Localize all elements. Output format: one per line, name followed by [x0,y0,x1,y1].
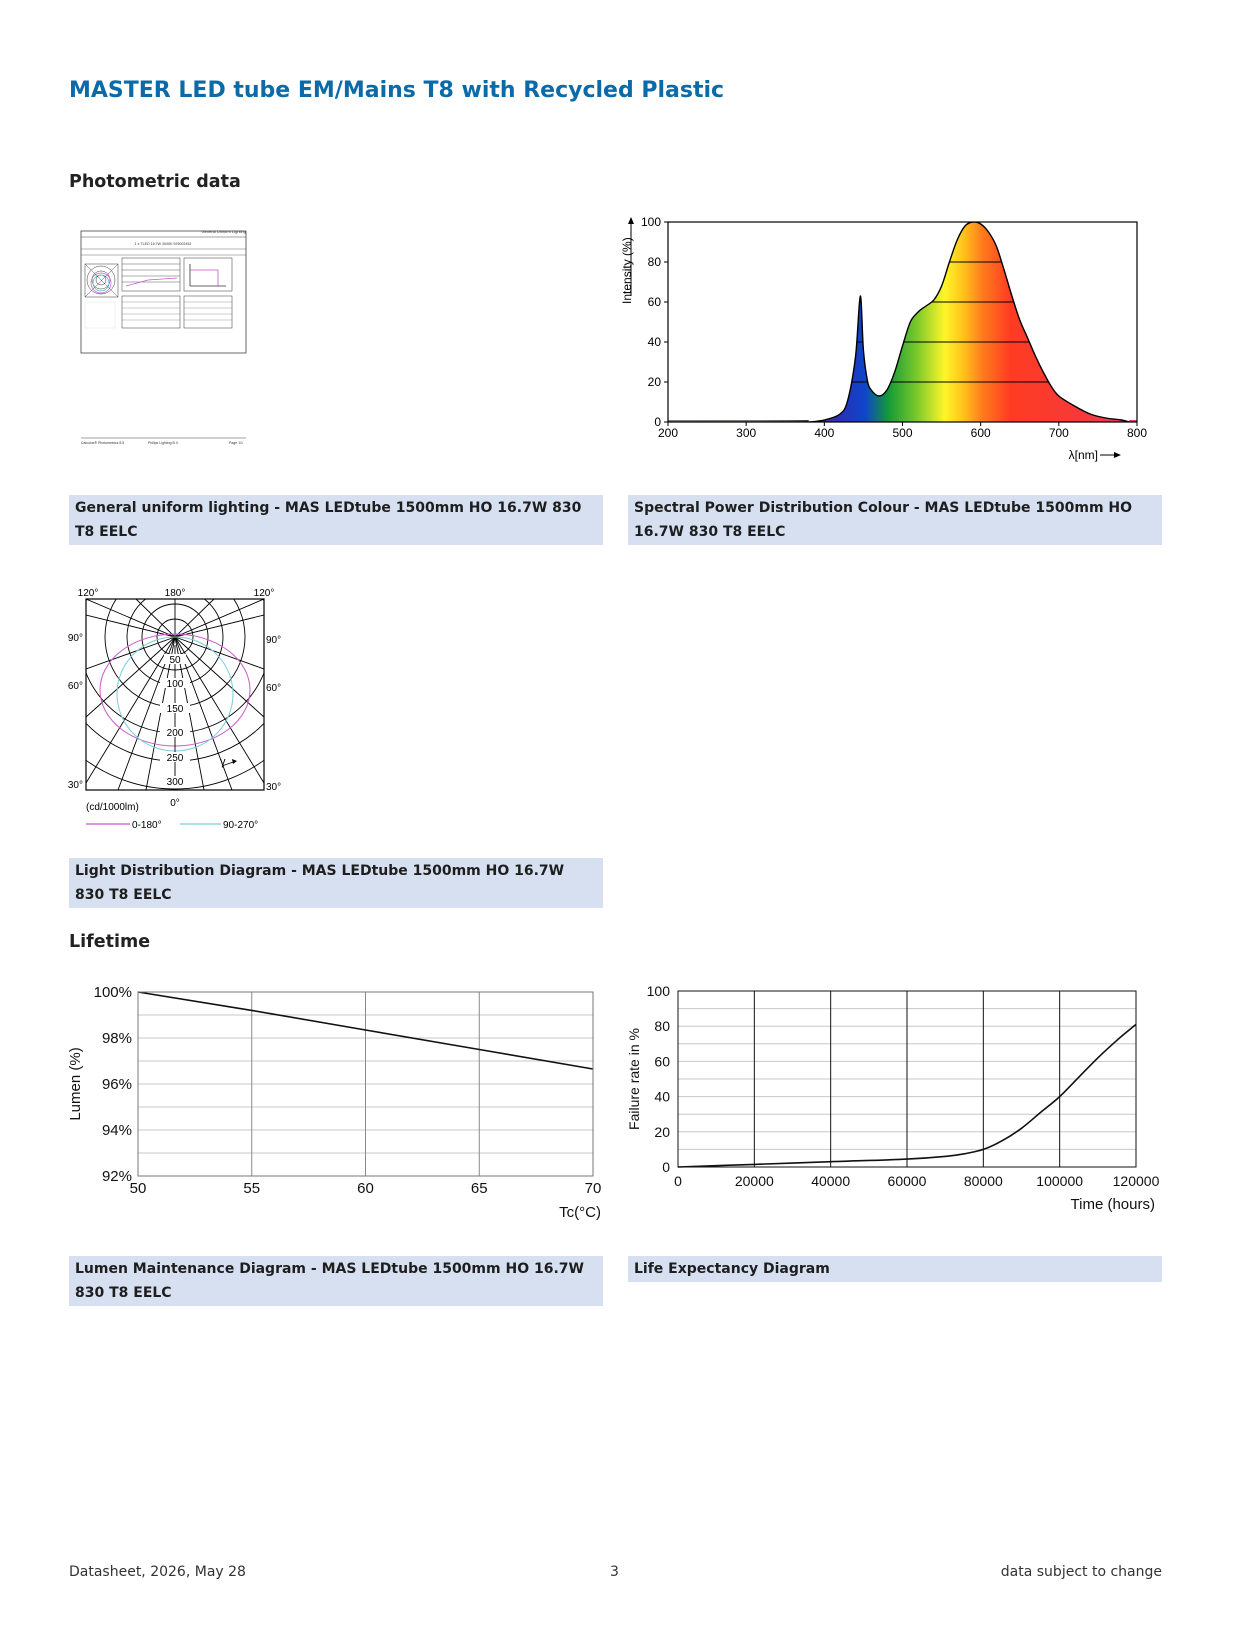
legend-label-0-180: 0-180° [132,820,162,831]
spectral-x-tick-label: 600 [970,426,991,440]
radial-label-50: 50 [169,655,181,666]
lumen-x-tick-label: 55 [243,1180,261,1197]
angle-label-left-90: 90° [67,633,83,644]
spectral-power-distribution-chart [620,214,1160,468]
lumen-y-tick-label: 94% [101,1122,132,1139]
document-title: MASTER LED tube EM/Mains T8 with Recycled Plastic [69,78,725,103]
angle-label-top-right: 120° [253,588,275,599]
polar-unit-label: (cd/1000lm) [86,802,139,813]
gamma-label: γ [220,756,226,768]
thumbnail-footer-mid: Philips Lighting B.V. [148,441,179,445]
spectral-x-tick-label: 400 [814,426,835,440]
spectral-y-tick-label: 80 [647,255,661,269]
radial-label-250: 250 [166,753,184,764]
footer-disclaimer: data subject to change [1000,1564,1162,1580]
lumen-x-tick-label: 65 [470,1180,488,1197]
section-title-photometric: Photometric data [69,172,241,192]
thumbnail-footer-right: Page 1/1 [228,441,243,445]
spectral-y-tick-label: 100 [640,215,661,229]
spectral-x-axis-label: λ[nm] [1068,448,1098,462]
life-y-tick-label: 100 [646,983,670,999]
life-expectancy-chart [620,975,1180,1225]
spectral-x-tick-label: 700 [1048,426,1069,440]
life-x-tick-label: 40000 [811,1173,851,1189]
life-x-tick-label: 100000 [1036,1173,1084,1189]
angle-label-right-90: 90° [266,635,282,646]
lumen-y-tick-label: 100% [93,984,132,1001]
lumen-y-tick-label: 96% [101,1076,132,1093]
life-y-tick-label: 20 [654,1123,670,1140]
spectral-x-tick-label: 800 [1126,426,1148,440]
angle-label-right-30: 30° [266,782,282,793]
footer-datasheet-date: Datasheet, 2026, May 28 [69,1564,246,1580]
radial-label-200: 200 [166,728,184,739]
life-y-tick-label: 60 [654,1053,670,1070]
spectral-y-tick-label: 20 [647,375,661,389]
caption-light-distribution: Light Distribution Diagram - MAS LEDtube 1500mm HO 16.7W 830 T8 EELC [69,858,603,908]
spectral-y-axis-label: Intensity (%) [620,237,634,304]
radial-label-150: 150 [166,704,184,715]
lumen-x-tick-label: 70 [584,1180,602,1197]
spectral-y-tick-label: 0 [654,415,661,429]
angle-label-top-mid: 180° [164,588,186,599]
angle-label-right-60: 60° [266,683,282,694]
life-x-tick-label: 0 [674,1173,682,1189]
lumen-x-axis-label: Tc(°C) [559,1204,601,1221]
section-title-lifetime: Lifetime [69,932,151,952]
legend-label-90-270: 90-270° [223,820,259,831]
thumbnail-subtitle: 1 x TLED 16.7W 3000K 929002452 [134,242,192,246]
caption-spectral-power-distribution: Spectral Power Distribution Colour - MAS LEDtube 1500mm HO 16.7W 830 T8 EELC [628,495,1162,545]
radial-label-100: 100 [166,679,184,690]
life-x-tick-label: 60000 [887,1173,927,1189]
radial-label-300: 300 [166,777,184,788]
life-y-tick-label: 0 [662,1159,670,1175]
angle-label-top-left: 120° [77,588,99,599]
thumbnail-header: General Uniform Lighting [201,229,246,234]
lumen-y-tick-label: 98% [101,1030,132,1047]
life-x-tick-label: 120000 [1112,1173,1160,1189]
life-x-tick-label: 20000 [734,1173,774,1189]
angle-label-left-30: 30° [67,780,83,791]
lumen-x-tick-label: 50 [129,1180,147,1197]
light-distribution-polar-diagram [66,583,296,833]
life-x-tick-label: 80000 [963,1173,1003,1189]
life-y-tick-label: 80 [654,1018,670,1035]
spectral-y-tick-label: 60 [647,295,661,309]
thumbnail-footer-left: Calculux® Photometrics 8.5 [81,441,125,445]
caption-lumen-maintenance: Lumen Maintenance Diagram - MAS LEDtube 1500mm HO 16.7W 830 T8 EELC [69,1256,603,1306]
life-x-axis-label: Time (hours) [1070,1196,1155,1213]
life-y-tick-label: 40 [654,1088,670,1105]
angle-label-left-60: 60° [67,681,83,692]
lumen-x-tick-label: 60 [357,1180,374,1197]
caption-life-expectancy: Life Expectancy Diagram [628,1256,1162,1282]
lumen-maintenance-chart [62,975,622,1225]
caption-general-uniform-lighting: General uniform lighting - MAS LEDtube 1500mm HO 16.7W 830 T8 EELC [69,495,603,545]
photometric-sheet-thumbnail [78,228,250,464]
spectral-x-tick-label: 500 [892,426,913,440]
spectral-x-tick-label: 200 [657,426,679,440]
angle-label-bottom: 0° [170,798,180,809]
spectral-y-tick-label: 40 [647,335,661,349]
lumen-y-axis-label: Lumen (%) [67,1047,84,1121]
footer-page-number: 3 [610,1564,619,1580]
spectral-x-tick-label: 300 [736,426,757,440]
lumen-y-tick-label: 92% [101,1168,132,1185]
life-y-axis-label: Failure rate in % [626,1028,642,1130]
